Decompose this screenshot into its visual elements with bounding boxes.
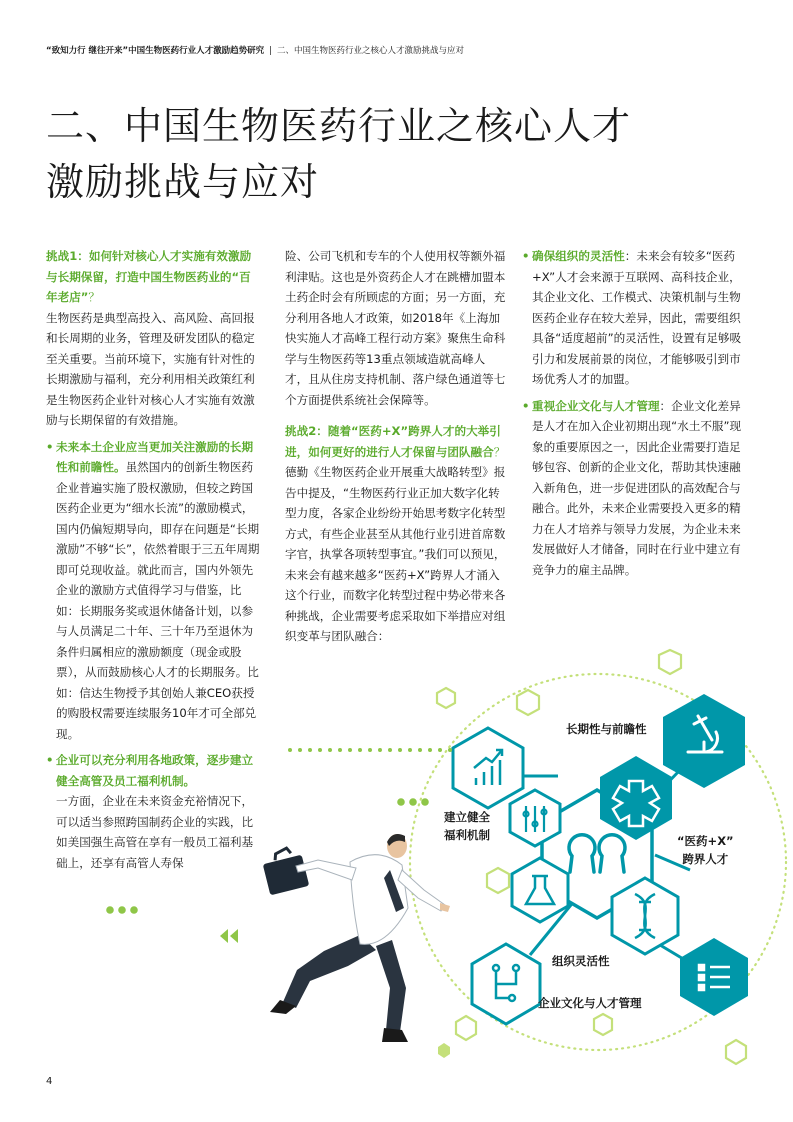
small-green-hex — [438, 1043, 450, 1058]
page-title-line2: 激励挑战与应对 — [46, 160, 320, 204]
label-longterm: 长期性与前瞻性 — [566, 722, 647, 736]
label-welfare — [444, 808, 490, 844]
running-header — [46, 44, 464, 56]
outline-hex — [456, 1016, 476, 1040]
outline-hex — [659, 650, 681, 674]
outline-hex — [726, 1040, 746, 1064]
challenge-1-qmark: ？ — [88, 290, 101, 304]
outline-hex — [487, 868, 509, 893]
challenge-1-body: 生物医药是典型高投入、高风险、高回报和长周期的业务，管理及研发团队的稳定至关重要。当前环境下，实施有针对性的长期激励与福利，充分利用相关政策红利是生物医药企业针对核心人才实施有效激励与长期保留的有效措施。 — [46, 310, 255, 427]
label-welfare-line2: 福利机制 — [444, 828, 490, 842]
challenge-1-heading-para — [46, 246, 260, 308]
bullet-culture-heading: 重视企业文化与人才管理 — [532, 398, 660, 413]
section-title: 二、中国生物医药行业之核心人才激励挑战与应对 — [276, 46, 464, 56]
challenge-2-heading: 挑战2：随着“医药+X”跨界人才的大举引进，如何更好的进行人才保留与团队融合 — [285, 424, 501, 459]
bullet-longterm-heading: 未来本土企业应当更加关注激励的长期性和前瞻性。 — [56, 439, 254, 474]
sliders-icon — [524, 806, 547, 832]
chart-growth-hex — [453, 728, 523, 808]
label-flexibility: 组织灵活性 — [552, 954, 610, 968]
bullet-flexibility-heading: 确保组织的灵活性 — [532, 249, 625, 263]
challenge-1-continued: 险、公司飞机和专车的个人使用权等额外福利津贴。这也是外资药企人才在跳槽加盟本土药企时会有所顾虑的方面；另一方面，充分利用各地人才政策，如2018年《上海加快实施人才高峰工程行动方案》聚焦生命科学与生物医药等13重点领域造就高峰人才，且从住房支持机制、落户绿色通道等七个方面提供系统社会保障等。 — [285, 249, 506, 407]
challenge-1-heading: 挑战1：如何针对核心人才实施有效激励与长期保留，打造中国生物医药业的“百年老店” — [46, 249, 252, 304]
bullet-flexibility-body: ：未来会有较多“医药+X”人才会来源于互联网、高科技企业，其企业文化、工作模式、决策机制与生物医药企业存在较大差异，因此，需要组织具备“适度超前”的灵活性，设置有足够吸引力和发展前景的岗位，才能够吸引到市场优秀人才的加盟。 — [532, 249, 742, 386]
label-cross-line1: “医药+X” — [677, 834, 734, 848]
talent-hex-diagram — [0, 640, 793, 1084]
challenge-2-heading-para — [285, 421, 507, 462]
bullet-dot: • — [46, 753, 54, 767]
page-title — [46, 98, 631, 210]
outline-hex — [594, 1014, 612, 1035]
challenge-2-qmark: ？ — [493, 444, 506, 459]
flask-hex — [512, 858, 568, 922]
bullet-longterm-body: 虽然国内的创新生物医药企业普遍实施了股权激励，但较之跨国医药企业更为“细水长流”的激励模式，国内仍偏短期导向，即存在问题是“长期激励”不够“长”，依然着眼于三五年周期即可兑现收益。就此而言，国内外领先企业的激励方式值得学习与借鉴，比如：长期服务奖或退休储备计划，以参与人员满足二十年、三十年乃至退休为条件归属相应的激励额度（现金或股票），从而鼓励核心人才的长期服务。比如：信达生物授予其创始人兼CEO获授的购股权需要连续服务10年才可全部兑现。 — [56, 460, 260, 741]
bullet-dot: • — [522, 398, 530, 413]
bullet-welfare-heading: 企业可以充分利用各地政策，逐步建立健全高管及员工福利机制。 — [56, 753, 254, 788]
bullet-flexibility — [522, 246, 746, 390]
page-title-line1: 二、中国生物医药行业之核心人才 — [46, 104, 632, 148]
challenge-2-body: 德勤《生物医药企业开展重大战略转型》报告中提及，“生物医药行业正加大数字化转型力度，各家企业纷纷开始思考数字化转型方式，有些企业甚至从其他行业引进首席数字官，执掌各项转型事宜。”我们可以预见，未来会有越来越多“医药+X”跨界人才涌入这个行业，而数字化转型过程中势必带来各种挑战，企业需要考虑采取如下举措应对组织变革与团队融合： — [285, 465, 506, 643]
bullet-dot: • — [522, 249, 530, 263]
hex-diagram-svg — [0, 640, 793, 1080]
bullet-culture — [522, 396, 746, 581]
column-2 — [285, 246, 507, 647]
label-cross-line2: 跨界人才 — [682, 852, 729, 866]
bullet-welfare-body: 一方面，企业在未来资金充裕情况下，可以适当参照跨国制药企业的实践，比如美国强生高管在享有一般员工福利基础上，还享有高管人寿保 — [56, 794, 254, 870]
label-culture: 企业文化与人才管理 — [538, 996, 642, 1010]
column-3 — [522, 246, 746, 580]
label-cross-talent — [677, 832, 734, 868]
outline-hex — [437, 688, 455, 708]
bullet-dot: • — [46, 439, 54, 454]
report-title: “致知力行 继往开来”中国生物医药行业人才激励趋势研究 — [46, 46, 265, 56]
label-welfare-line1: 建立健全 — [444, 810, 490, 824]
header-separator: | — [269, 46, 272, 56]
outline-hex — [517, 690, 539, 715]
page-number: 4 — [46, 1076, 53, 1087]
bullet-culture-body: ：企业文化差异是人才在加入企业初期出现“水土不服”现象的重要原因之一，因此企业需要打造足够包容、创新的企业文化，帮助其快速融入新角色，进一步促进团队的高效配合与融合。此外，未来企业需要投入更多的精力在人才培养与领导力发展，为企业未来发展做好人才储备，同时在行业中建立有竞争力的雇主品牌。 — [532, 398, 742, 577]
chevron-icons — [220, 929, 238, 943]
